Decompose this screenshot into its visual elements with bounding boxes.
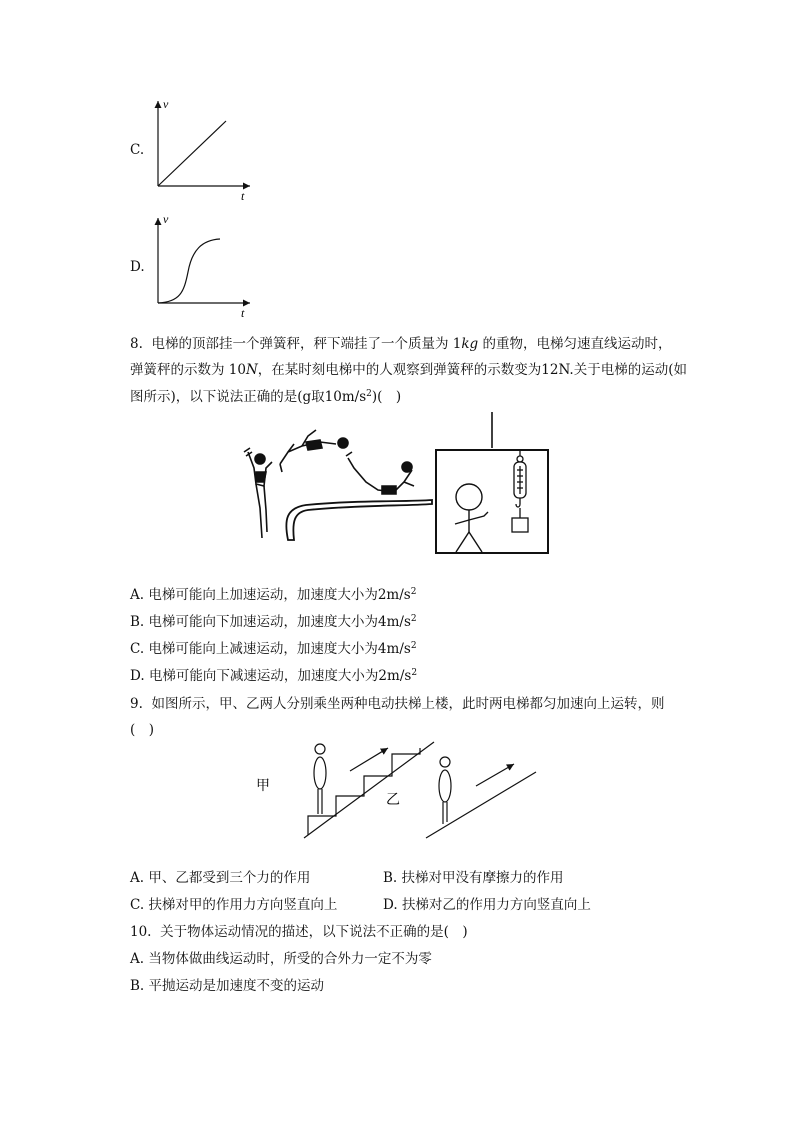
q9-option-c[interactable]: C. 扶梯对甲的作用力方向竖直向上 bbox=[130, 897, 338, 913]
label-yi: 乙 bbox=[386, 793, 400, 808]
person-jia bbox=[314, 744, 326, 814]
person-yi bbox=[439, 757, 451, 824]
q10-stem: 10. 关于物体运动情况的描述，以下说法不正确的是( ) bbox=[130, 924, 468, 940]
q8-option-d[interactable]: D. 电梯可能向下减速运动，加速度大小为$2m/s^2$ bbox=[130, 668, 418, 684]
q9-option-b[interactable]: B. 扶梯对甲没有摩擦力的作用 bbox=[383, 870, 564, 886]
q9-figure bbox=[250, 738, 550, 840]
spring-scale bbox=[512, 450, 528, 532]
x-axis-label: t bbox=[241, 189, 245, 203]
option-c-label: C. bbox=[130, 142, 145, 158]
option-c-graph bbox=[150, 93, 260, 203]
x-axis-label: t bbox=[241, 306, 245, 320]
elevator-box bbox=[436, 450, 548, 553]
q9-option-a[interactable]: A. 甲、乙都受到三个力的作用 bbox=[130, 870, 311, 886]
q8-stem-line3: 图所示)，以下说法正确的是(g取$10m/s^2$)( ) bbox=[130, 389, 402, 405]
q8-stem-line1: 8. 电梯的顶部挂一个弹簧秤，秤下端挂了一个质量为 1kg 的重物，电梯匀速直线运动时， bbox=[130, 336, 672, 352]
gymnast-standing bbox=[244, 448, 272, 538]
q8-number: 8. bbox=[130, 336, 143, 352]
q8-option-b[interactable]: B. 电梯可能向下加速运动，加速度大小为$4m/s^2$ bbox=[130, 614, 417, 630]
arrow-yi bbox=[476, 764, 514, 786]
q9-stem-line2: ( ) bbox=[130, 722, 155, 738]
q8-figure bbox=[236, 412, 556, 560]
s-curve bbox=[158, 239, 220, 303]
velocity-line bbox=[158, 121, 226, 186]
q9-number: 9. bbox=[130, 696, 143, 712]
q8-stem-line2: 弹簧秤的示数为 10N，在某时刻电梯中的人观察到弹簧秤的示数变为12N.关于电梯的运动(如 bbox=[130, 362, 687, 378]
q8-option-c[interactable]: C. 电梯可能向上减速运动，加速度大小为$4m/s^2$ bbox=[130, 641, 417, 657]
trampoline bbox=[286, 500, 432, 540]
q10-number: 10. bbox=[130, 924, 152, 940]
q8-option-a[interactable]: A. 电梯可能向上加速运动，加速度大小为$2m/s^2$ bbox=[130, 587, 417, 603]
y-axis-label: v bbox=[163, 97, 169, 111]
hanging-weight bbox=[512, 518, 528, 532]
q10-option-b[interactable]: B. 平抛运动是加速度不变的运动 bbox=[130, 978, 325, 994]
gymnast-landing bbox=[346, 452, 414, 494]
option-d-graph bbox=[150, 210, 260, 320]
option-d-label: D. bbox=[130, 259, 145, 275]
q10-option-a[interactable]: A. 当物体做曲线运动时，所受的合外力一定不为零 bbox=[130, 951, 432, 967]
y-axis-label: v bbox=[163, 212, 169, 226]
stick-person bbox=[455, 484, 488, 552]
q9-stem-line1: 9. 如图所示，甲、乙两人分别乘坐两种电动扶梯上楼，此时两电梯都匀加速向上运转，则 bbox=[130, 696, 665, 712]
gymnast-flying bbox=[280, 430, 348, 472]
label-jia: 甲 bbox=[256, 779, 270, 794]
arrow-jia bbox=[350, 748, 388, 771]
escalator-jia-rail bbox=[304, 742, 434, 838]
q9-option-d[interactable]: D. 扶梯对乙的作用力方向竖直向上 bbox=[383, 897, 591, 913]
